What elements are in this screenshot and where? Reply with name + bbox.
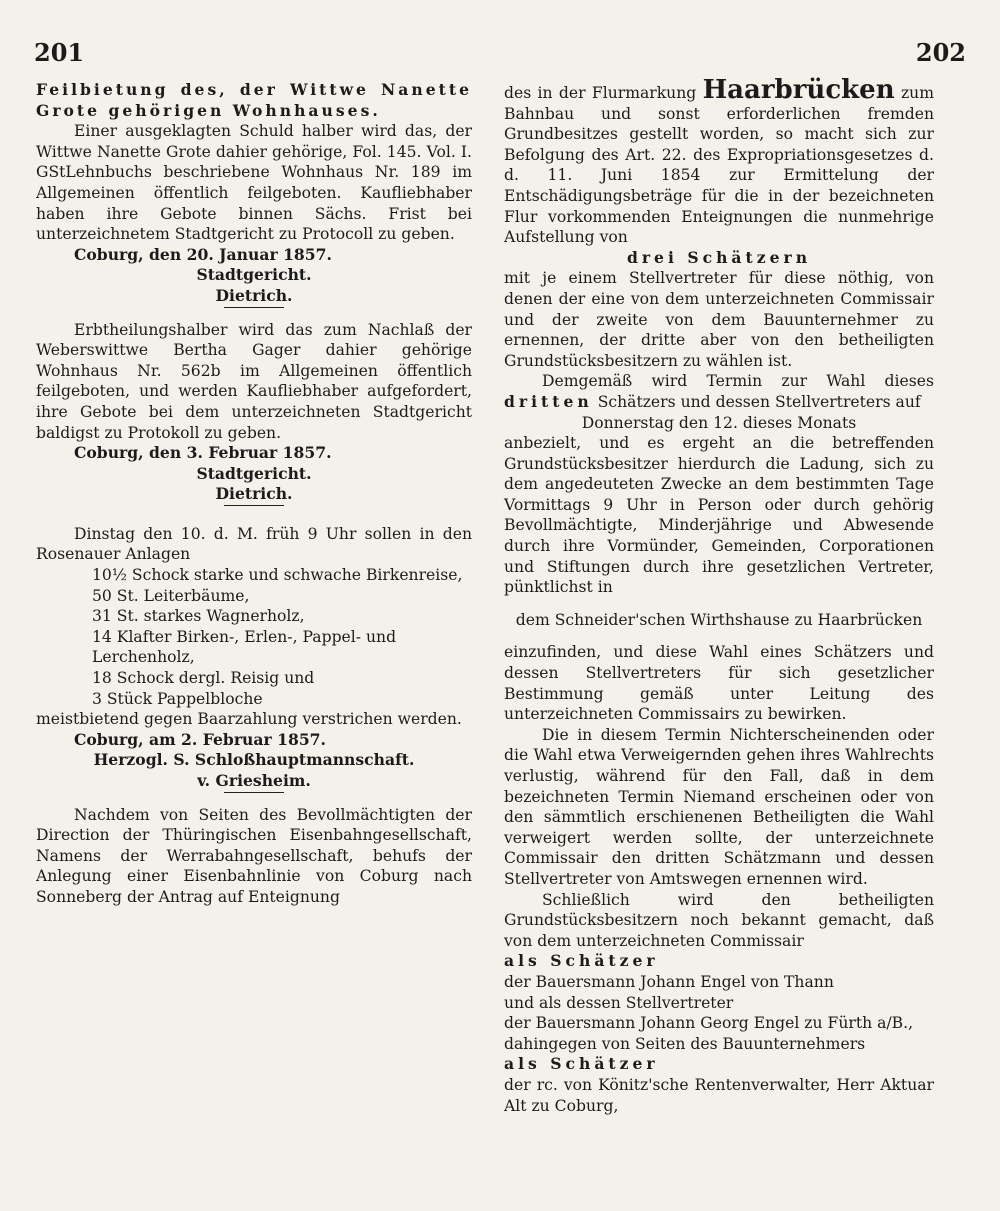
paragraph bbox=[504, 371, 934, 412]
role-label: und als dessen Stellvertreter bbox=[504, 993, 734, 1012]
notice-1-title: Feilbietung des, der Wittwe Nanette Grote gehörigen Wohnhauses. bbox=[36, 80, 472, 120]
heading-drei-schaetzern: drei Schätzern bbox=[626, 247, 812, 267]
paragraph: dahingegen von Seiten des Bauunternehmers bbox=[504, 1034, 866, 1053]
text-run: des in der Flurmarkung bbox=[504, 84, 697, 102]
notice-3-date: Coburg, am 2. Februar 1857. bbox=[74, 729, 326, 749]
notice-1-signature: Dietrich. bbox=[215, 285, 293, 305]
appointee: der Bauersmann Johann Georg Engel zu Fürth a/B., bbox=[504, 1014, 914, 1033]
paragraph: Die in diesem Termin Nichterscheinenden oder die Wahl etwa Verweigernden gehen ihres Wahlrechts verlustig, während für den Fall, daß in dem bezeichneten Termin Niemand erscheinen oder von den sämmtlich erschienenen Betheiligten die Wahl verweigert werden sollte, der unterzeichnete Commissair den dritten Schätzmann und dessen Stellvertreter von Amtswegen ernennen wird. bbox=[504, 725, 934, 888]
role-label: als Schätzer bbox=[504, 1054, 659, 1074]
list-item: 3 Stück Pappelbloche bbox=[92, 689, 263, 708]
notice-2-date: Coburg, den 3. Februar 1857. bbox=[74, 443, 332, 463]
page-number-left: 201 bbox=[34, 38, 85, 67]
notice-4-body: Nachdem von Seiten des Bevollmächtigten der Direction der Thüringischen Eisenbahngesellschaft, Namens der Werrabahngesellschaft, behufs der Anlegung einer Eisenbahnlinie von Coburg nach Sonneberg der Antrag auf Enteignung bbox=[36, 805, 472, 906]
notice-4-cont bbox=[504, 75, 934, 248]
notice-2-signature: Dietrich. bbox=[215, 484, 293, 504]
right-column bbox=[504, 75, 934, 1116]
notice-3-signature: v. Griesheim. bbox=[197, 771, 311, 790]
notice-2-org: Stadtgericht. bbox=[196, 463, 312, 483]
list-item: 31 St. starkes Wagnerholz, bbox=[92, 607, 305, 626]
appointee: der rc. von Könitz'sche Rentenverwalter, Herr Aktuar Alt zu Coburg, bbox=[504, 1075, 934, 1115]
notice-1-org: Stadtgericht. bbox=[196, 265, 312, 285]
text-run: Demgemäß wird Termin zur Wahl dieses bbox=[542, 372, 934, 391]
notice-3-intro: Dinstag den 10. d. M. früh 9 Uhr sollen in den Rosenauer Anlagen bbox=[36, 524, 472, 564]
place-name: Haarbrücken bbox=[702, 75, 895, 105]
text-run: zum Bahnbau und sonst erforderlichen fremden Grundbesitzes gestellt worden, so macht sich zur Befolgung des Art. 22. des Expropriationsgesetzes d. d. 11. Juni 1854 zur Ermittelung der Entschädigungsbeträge für die in der bezeichneten Flur vorkommenden Enteignungen die nunmehrige Aufstellung von bbox=[504, 84, 934, 247]
list-item: 18 Schock dergl. Reisig und bbox=[92, 669, 315, 688]
list-item: 10½ Schock starke und schwache Birkenreise, bbox=[92, 566, 463, 585]
wood-list bbox=[92, 565, 472, 709]
notice-3-outro: meistbietend gegen Baarzahlung verstrichen werden. bbox=[36, 710, 462, 729]
meeting-date: Donnerstag den 12. dieses Monats bbox=[581, 413, 857, 432]
role-label: als Schätzer bbox=[504, 951, 659, 971]
paragraph: einzufinden, und diese Wahl eines Schätzers und dessen Stellvertreters für sich gesetzlicher Bestimmung gemäß unter Leitung des unterzeichneten Commissairs zu bewirken. bbox=[504, 643, 934, 724]
list-item: 50 St. Leiterbäume, bbox=[92, 586, 250, 605]
paragraph: Schließlich wird den betheiligten Grundstücksbesitzern noch bekannt gemacht, daß von dem unterzeichneten Commissair bbox=[504, 890, 934, 950]
left-column bbox=[36, 80, 472, 908]
notice-1-date: Coburg, den 20. Januar 1857. bbox=[74, 244, 332, 264]
paragraph: anbezielt, und es ergeht an die betreffenden Grundstücksbesitzer hierdurch die Ladung, sich zu dem angedeuteten Zwecke an dem bestimmten Tage Vormittags 9 Uhr in Person oder durch gehörig Bevollmächtigte, Minderjährige und Abwesende durch ihre Vormünder, Gemeinden, Corporationen und Stiftungen durch ihre gesetzlichen Vertreter, pünktlichst in bbox=[504, 434, 934, 597]
notice-1-body: Einer ausgeklagten Schuld halber wird das, der Wittwe Nanette Grote dahier gehörige, Fol. 145. Vol. I. GStLehnbuchs beschriebene Wohnhaus Nr. 189 im Allgemeinen öffentlich feilgeboten. Kaufliebhaber haben ihre Gebote binnen Sächs. Frist bei unterzeichnetem Stadtgericht zu Protocoll zu geben. bbox=[36, 122, 472, 244]
emphasis: dritten bbox=[504, 391, 593, 411]
appointee: der Bauersmann Johann Engel von Thann bbox=[504, 972, 834, 991]
list-item: 14 Klafter Birken-, Erlen-, Pappel- und Lerchenholz, bbox=[92, 627, 397, 667]
notice-3-org: Herzogl. S. Schloßhauptmannschaft. bbox=[93, 750, 415, 770]
notice-2-body: Erbtheilungshalber wird das zum Nachlaß der Weberswittwe Bertha Gager dahier gehörige Wohnhaus Nr. 562b im Allgemeinen öffentlich feilgeboten, und werden Kaufliebhaber aufgefordert, ihre Gebote bei dem unterzeichneten Stadtgericht baldigst zu Protokoll zu geben. bbox=[36, 320, 472, 442]
text-run: Schätzers und dessen Stellvertreters auf bbox=[597, 392, 921, 411]
page-number-right: 202 bbox=[915, 38, 966, 67]
meeting-location: dem Schneider'schen Wirthshause zu Haarbrücken bbox=[515, 610, 923, 629]
paragraph: mit je einem Stellvertreter für diese nöthig, von denen der eine von dem unterzeichneten Commissair und der zweite von dem Bauunternehmer zu ernennen, der dritte aber von den betheiligten Grundstücksbesitzern zu wählen ist. bbox=[504, 269, 934, 370]
